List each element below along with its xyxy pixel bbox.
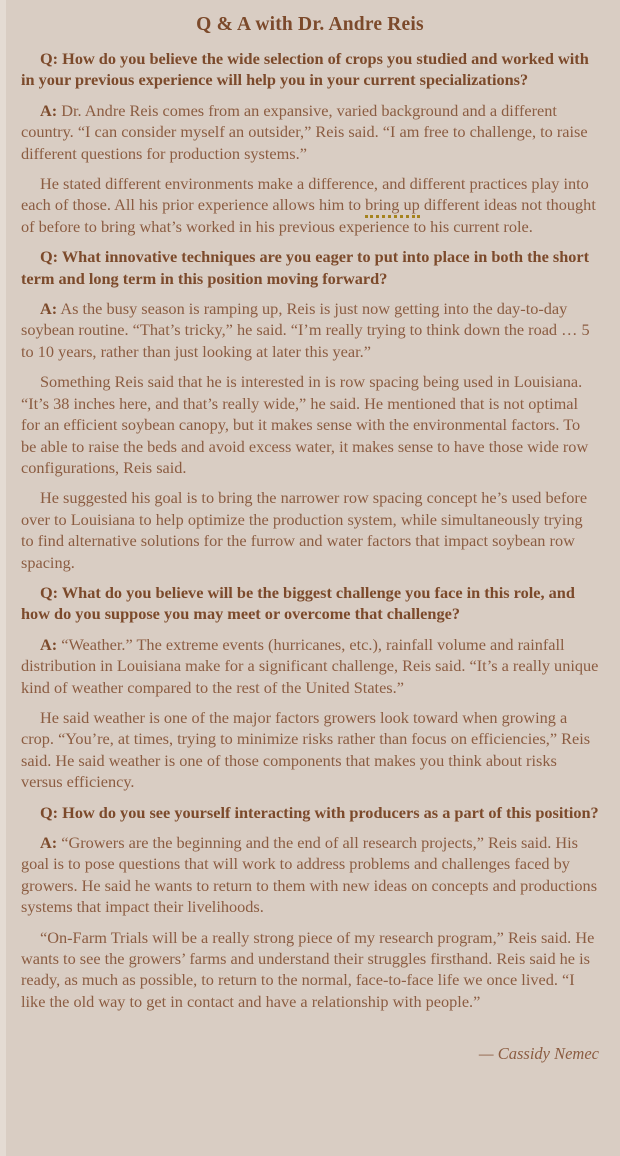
text-segment: Q: What do you believe will be the biggest challenge you face in this role, and how do you suppose you may meet or overcome that challenge? bbox=[21, 582, 575, 624]
text-segment: Something Reis said that he is interested in is row spacing being used in Louisiana. “It’s 38 inches here, and that’s really wide,” he said. He mentioned that is not optimal for an efficient soybean canopy, but it makes sense with the environmental factors. To be able to raise the beds and avoid excess water, it makes sense to have those wide row configurations, Reis said. bbox=[21, 372, 589, 477]
qa-answer bbox=[21, 634, 599, 698]
qa-answer bbox=[21, 298, 599, 362]
qa-question bbox=[21, 246, 599, 289]
qa-answer bbox=[21, 100, 599, 164]
text-segment: different ideas not thought of before to bring what’s worked in his previous experience to his current role. bbox=[21, 195, 596, 236]
text-segment: Q: What innovative techniques are you eager to put into place in both the short term and long term in this position moving forward? bbox=[21, 247, 590, 288]
article-paragraph bbox=[21, 927, 599, 1013]
text-segment: “On-Farm Trials will be a really strong piece of my research program,” Reis said. He wants to see the growers’ farms and understand their struggles firsthand. Reis said he is ready, as much as possible, to return to the normal, face-to-face life we once lived. “I like the old way to get in contact and have a relationship with people.” bbox=[21, 927, 595, 1011]
text-segment: As the busy season is ramping up, Reis is just now getting into the day-to-day soybean routine. “That’s tricky,” he said. “I’m really trying to think down the road … 5 to 10 years, rather than just looking at later this year.” bbox=[21, 299, 590, 361]
text-segment: A: bbox=[40, 634, 58, 654]
text-segment: Dr. Andre Reis comes from an expansive, varied background and a different country. “I can consider myself an outsider,” Reis said. “I am free to challenge, to raise different questions for production systems.” bbox=[21, 100, 588, 163]
text-segment: A: bbox=[40, 299, 58, 319]
article-title: Q & A with Dr. Andre Reis bbox=[196, 14, 424, 35]
article-paragraph bbox=[21, 371, 599, 478]
page-edge-strip bbox=[0, 0, 6, 1156]
qa-question bbox=[21, 48, 599, 91]
text-segment: Q: How do you see yourself interacting with producers as a part of this position? bbox=[40, 802, 599, 822]
article-paragraph bbox=[21, 487, 599, 573]
article-body bbox=[21, 48, 599, 1012]
text-segment: He suggested his goal is to bring the narrower row spacing concept he’s used before over to Louisiana to help optimize the production system, while simultaneously trying to find alternative solutions for the furrow and water factors that impact soybean row spacing. bbox=[21, 488, 588, 572]
qa-question bbox=[21, 582, 599, 625]
text-segment: “Growers are the beginning and the end of all research projects,” Reis said. His goal is to pose questions that will work to address problems and challenges faced by growers. He said he wants to return to them with new ideas on concepts and productions systems that impact their livelihoods. bbox=[21, 833, 598, 917]
text-segment: Q: How do you believe the wide selection of crops you studied and worked with in your previous experience will help you in your current specializations? bbox=[21, 49, 589, 90]
article-paragraph bbox=[21, 173, 599, 237]
text-segment: He said weather is one of the major factors growers look toward when growing a crop. “You’re, at times, trying to minimize risks rather than focus on efficiencies,” Reis said. He said weather is one of those components that makes you think about risks versus efficiency. bbox=[21, 707, 591, 792]
text-segment: A: bbox=[40, 833, 58, 852]
qa-question bbox=[21, 802, 599, 823]
qa-answer bbox=[21, 832, 599, 918]
text-segment: A: bbox=[40, 100, 58, 120]
text-segment: He stated different environments make a difference, and different practices play into each of those. All his prior experience allows him to bbox=[21, 174, 589, 215]
article-paragraph bbox=[21, 707, 599, 793]
article-byline: — Cassidy Nemec bbox=[478, 1044, 599, 1064]
text-segment: “Weather.” The extreme events (hurricanes, etc.), rainfall volume and rainfall distribution in Louisiana make for a significant challenge, Reis said. “It’s a really unique kind of weather compared to the rest of the United States.” bbox=[21, 634, 599, 697]
grammar-suggestion-underline[interactable]: bring up bbox=[365, 195, 420, 218]
